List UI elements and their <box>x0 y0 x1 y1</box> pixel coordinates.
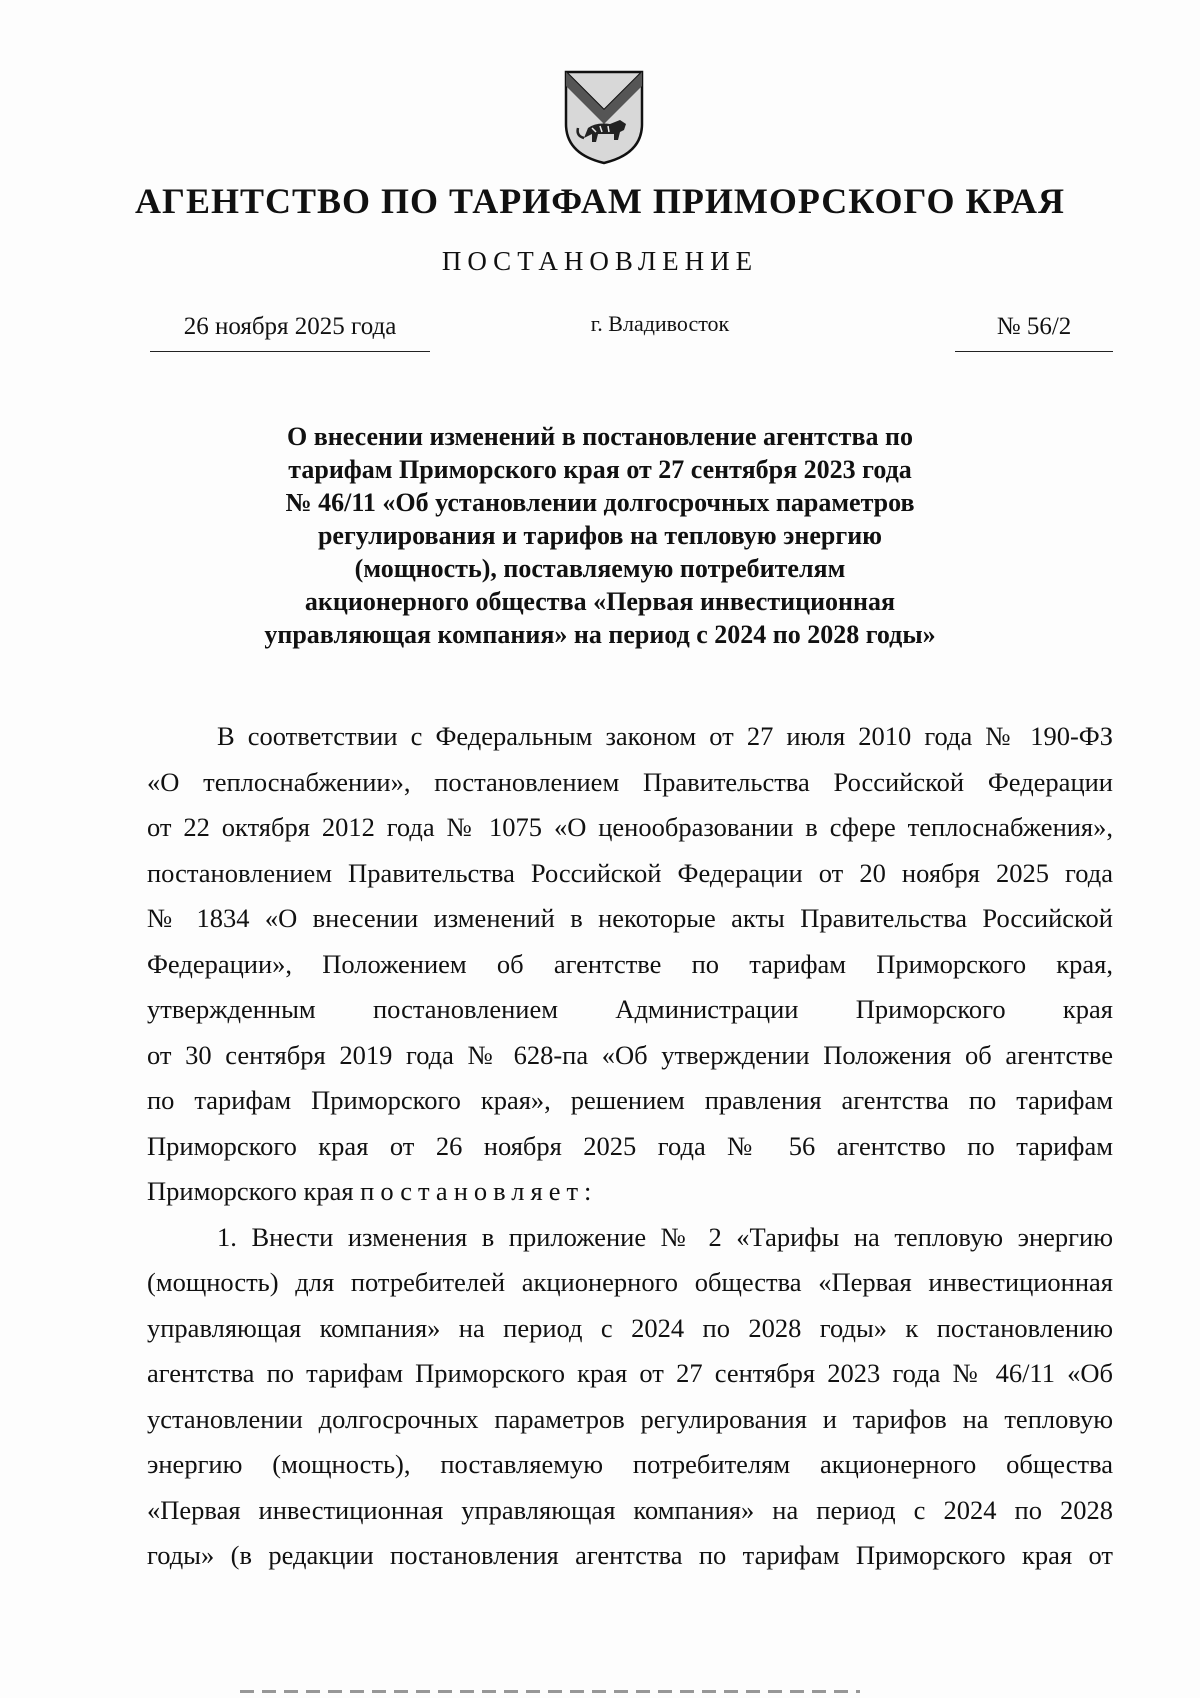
subject-line: № 46/11 «Об установлении долгосрочных параметров <box>285 488 915 517</box>
body-line-resolves <box>147 1169 1113 1215</box>
scan-artifact <box>240 1690 860 1693</box>
document-type: ПОСТАНОВЛЕНИЕ <box>441 246 759 276</box>
body-line: установлении долгосрочных параметров регулирования и тарифов на тепловую <box>147 1403 1113 1434</box>
subject-line: тарифам Приморского края от 27 сентября 2023 года <box>288 455 912 484</box>
body-line: утвержденным постановлением Администрации Приморского края <box>147 994 1113 1024</box>
body-line: Приморского края от 26 ноября 2025 года № 56 агентство по тарифам <box>147 1130 1113 1161</box>
body-line: 1. Внести изменения в приложение № 2 «Тарифы на тепловую энергию <box>217 1221 1113 1252</box>
body-line: по тарифам Приморского края», решением правления агентства по тарифам <box>147 1085 1113 1115</box>
subject-line: (мощность), поставляемую потребителям <box>354 554 846 583</box>
body-line: Федерации», Положением об агентстве по тарифам Приморского края, <box>147 948 1113 979</box>
document-date: 26 ноября 2025 года <box>150 313 430 352</box>
body-line: энергию (мощность), поставляемую потребителям акционерного общества <box>147 1449 1113 1479</box>
body-line: от 22 октября 2012 года № 1075 «О ценообразовании в сфере теплоснабжения», <box>147 812 1113 842</box>
document-subject <box>180 420 1020 651</box>
primorsky-krai-coat-of-arms-icon <box>562 66 646 166</box>
subject-line: акционерного общества «Первая инвестиционная <box>304 587 896 616</box>
body-line: агентства по тарифам Приморского края от 27 сентября 2023 года № 46/11 «Об <box>147 1358 1113 1388</box>
subject-line: регулирования и тарифов на тепловую энергию <box>317 521 883 550</box>
body-line: от 30 сентября 2019 года № 628-па «Об утверждении Положения об агентстве <box>147 1039 1113 1070</box>
document-number: № 56/2 <box>955 313 1113 352</box>
subject-line: О внесении изменений в постановление агентства по <box>287 422 913 451</box>
body-line: постановлением Правительства Российской Федерации от 20 ноября 2025 года <box>147 857 1113 888</box>
body-line: (мощность) для потребителей акционерного общества «Первая инвестиционная <box>147 1267 1113 1297</box>
subject-line: управляющая компания» на период с 2024 по 2028 годы» <box>264 620 936 649</box>
body-line: В соответствии с Федеральным законом от 27 июля 2010 года № 190-ФЗ <box>217 721 1113 751</box>
document-body <box>147 714 1113 1579</box>
body-line: управляющая компания» на период с 2024 по 2028 годы» к постановлению <box>147 1312 1113 1343</box>
body-line: № 1834 «О внесении изменений в некоторые акты Правительства Российской <box>147 903 1113 933</box>
body-line: годы» (в редакции постановления агентства по тарифам Приморского края от <box>147 1540 1113 1570</box>
body-line: «О теплоснабжении», постановлением Правительства Российской Федерации <box>147 766 1113 797</box>
document-city: г. Владивосток <box>590 311 730 336</box>
resolves-prefix: Приморского края <box>147 1176 361 1206</box>
body-line: «Первая инвестиционная управляющая компания» на период с 2024 по 2028 <box>147 1494 1113 1525</box>
resolves-word: постановляет: <box>360 1176 598 1206</box>
agency-title: АГЕНТСТВО ПО ТАРИФАМ ПРИМОРСКОГО КРАЯ <box>135 181 1065 221</box>
